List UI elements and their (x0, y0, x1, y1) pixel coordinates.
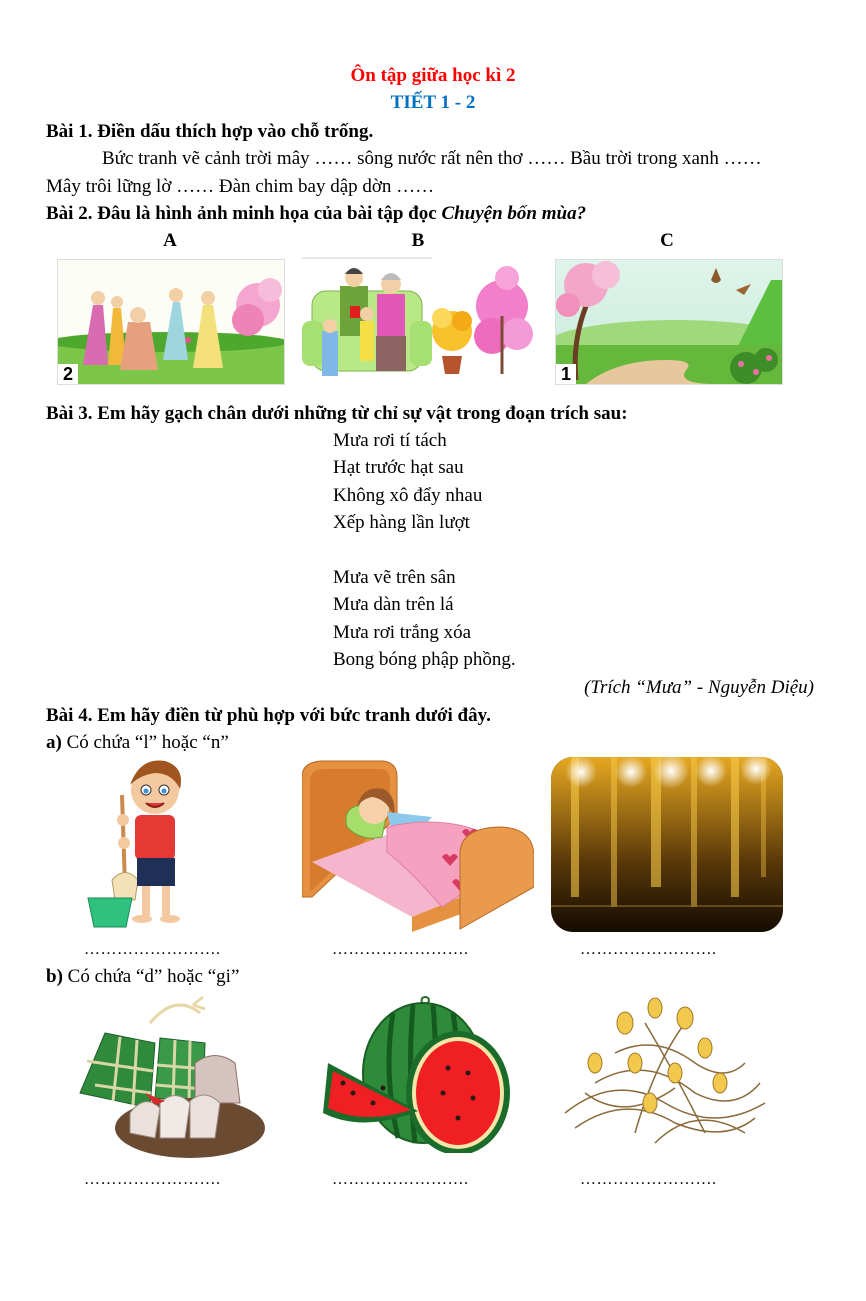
poem-line: Hạt trước hạt sau (333, 457, 464, 478)
option-c-label: C (660, 230, 674, 251)
poem-line: Mưa rơi trắng xóa (333, 622, 472, 643)
answer-blank-b1[interactable]: ……………………. (84, 1171, 221, 1188)
spring-peach-blossom-landscape-illustration (556, 260, 782, 384)
answer-blank-a1[interactable]: ……………………. (84, 941, 221, 958)
image-watermelon (323, 993, 513, 1153)
image-bean-sprouts (555, 993, 777, 1158)
bai2-heading-text: Bài 2. Đâu là hình ảnh minh họa của bài tập đọc (46, 203, 442, 224)
answer-blank-a2[interactable]: ……………………. (332, 941, 469, 958)
boy-mopping-illustration (80, 755, 190, 930)
image-boy-mopping (80, 755, 190, 930)
poem-line: Mưa vẽ trên sân (333, 567, 456, 588)
bai4-heading: Bài 4. Em hãy điền từ phù hợp với bức tranh dưới đây. (46, 705, 491, 726)
option-b-label: B (411, 230, 425, 251)
poem-credit: (Trích “Mưa” - Nguyễn Diệu) (584, 677, 814, 698)
answer-blank-a3[interactable]: ……………………. (580, 941, 717, 958)
poem-line: Không xô đẩy nhau (333, 485, 483, 506)
bai1-heading: Bài 1. Điền dấu thích hợp vào chỗ trống. (46, 121, 374, 142)
image-golden-light (551, 757, 783, 932)
option-c-image (555, 259, 783, 385)
document-title: Ôn tập giữa học kì 2 (350, 65, 516, 86)
answer-blank-b3[interactable]: ……………………. (580, 1171, 717, 1188)
answer-blank-b2[interactable]: ……………………. (332, 1171, 469, 1188)
part-a-label: a) (46, 732, 62, 753)
part-a-text: Có chứa “l” hoặc “n” (61, 732, 229, 753)
four-seasons-fairies-illustration (58, 260, 284, 384)
part-b-prompt (46, 965, 239, 989)
option-a-image (57, 259, 285, 385)
bai2-heading-title: Chuyện bốn mùa? (441, 203, 587, 224)
option-b-image (302, 256, 534, 384)
bai1-line-2: Mây trôi lững lờ …… Đàn chim bay dập dờn …… (46, 176, 435, 197)
image-girl-sleeping (302, 757, 534, 932)
golden-sparkling-light-illustration (551, 757, 783, 932)
image-number-tag: 2 (58, 364, 78, 384)
image-number-tag: 1 (556, 364, 576, 384)
image-banh-chung (75, 993, 270, 1158)
part-b-text: Có chứa “d” hoặc “gi” (62, 966, 240, 987)
banh-chung-gio-lua-illustration (75, 993, 270, 1158)
option-a-label: A (163, 230, 177, 251)
bai1-line-1: Bức tranh vẽ cảnh trời mây …… sông nước rất nên thơ …… Bầu trời trong xanh …… (102, 148, 762, 169)
poem-line: Bong bóng phập phồng. (333, 649, 516, 670)
girl-sleeping-in-bed-illustration (302, 757, 534, 932)
document-subtitle: TIẾT 1 - 2 (390, 92, 476, 113)
bai3-heading: Bài 3. Em hãy gạch chân dưới những từ chỉ sự vật trong đoạn trích sau: (46, 403, 628, 424)
bean-sprouts-illustration (555, 993, 777, 1158)
watermelon-illustration (323, 993, 513, 1153)
poem-line: Mưa rơi tí tách (333, 430, 447, 451)
part-b-label: b) (46, 966, 63, 987)
poem-line: Xếp hàng lần lượt (333, 512, 470, 533)
poem-line: Mưa dàn trên lá (333, 594, 454, 615)
part-a-prompt (46, 731, 229, 755)
grandparents-giving-lucky-money-illustration (302, 256, 534, 384)
bai2-heading (46, 202, 586, 226)
